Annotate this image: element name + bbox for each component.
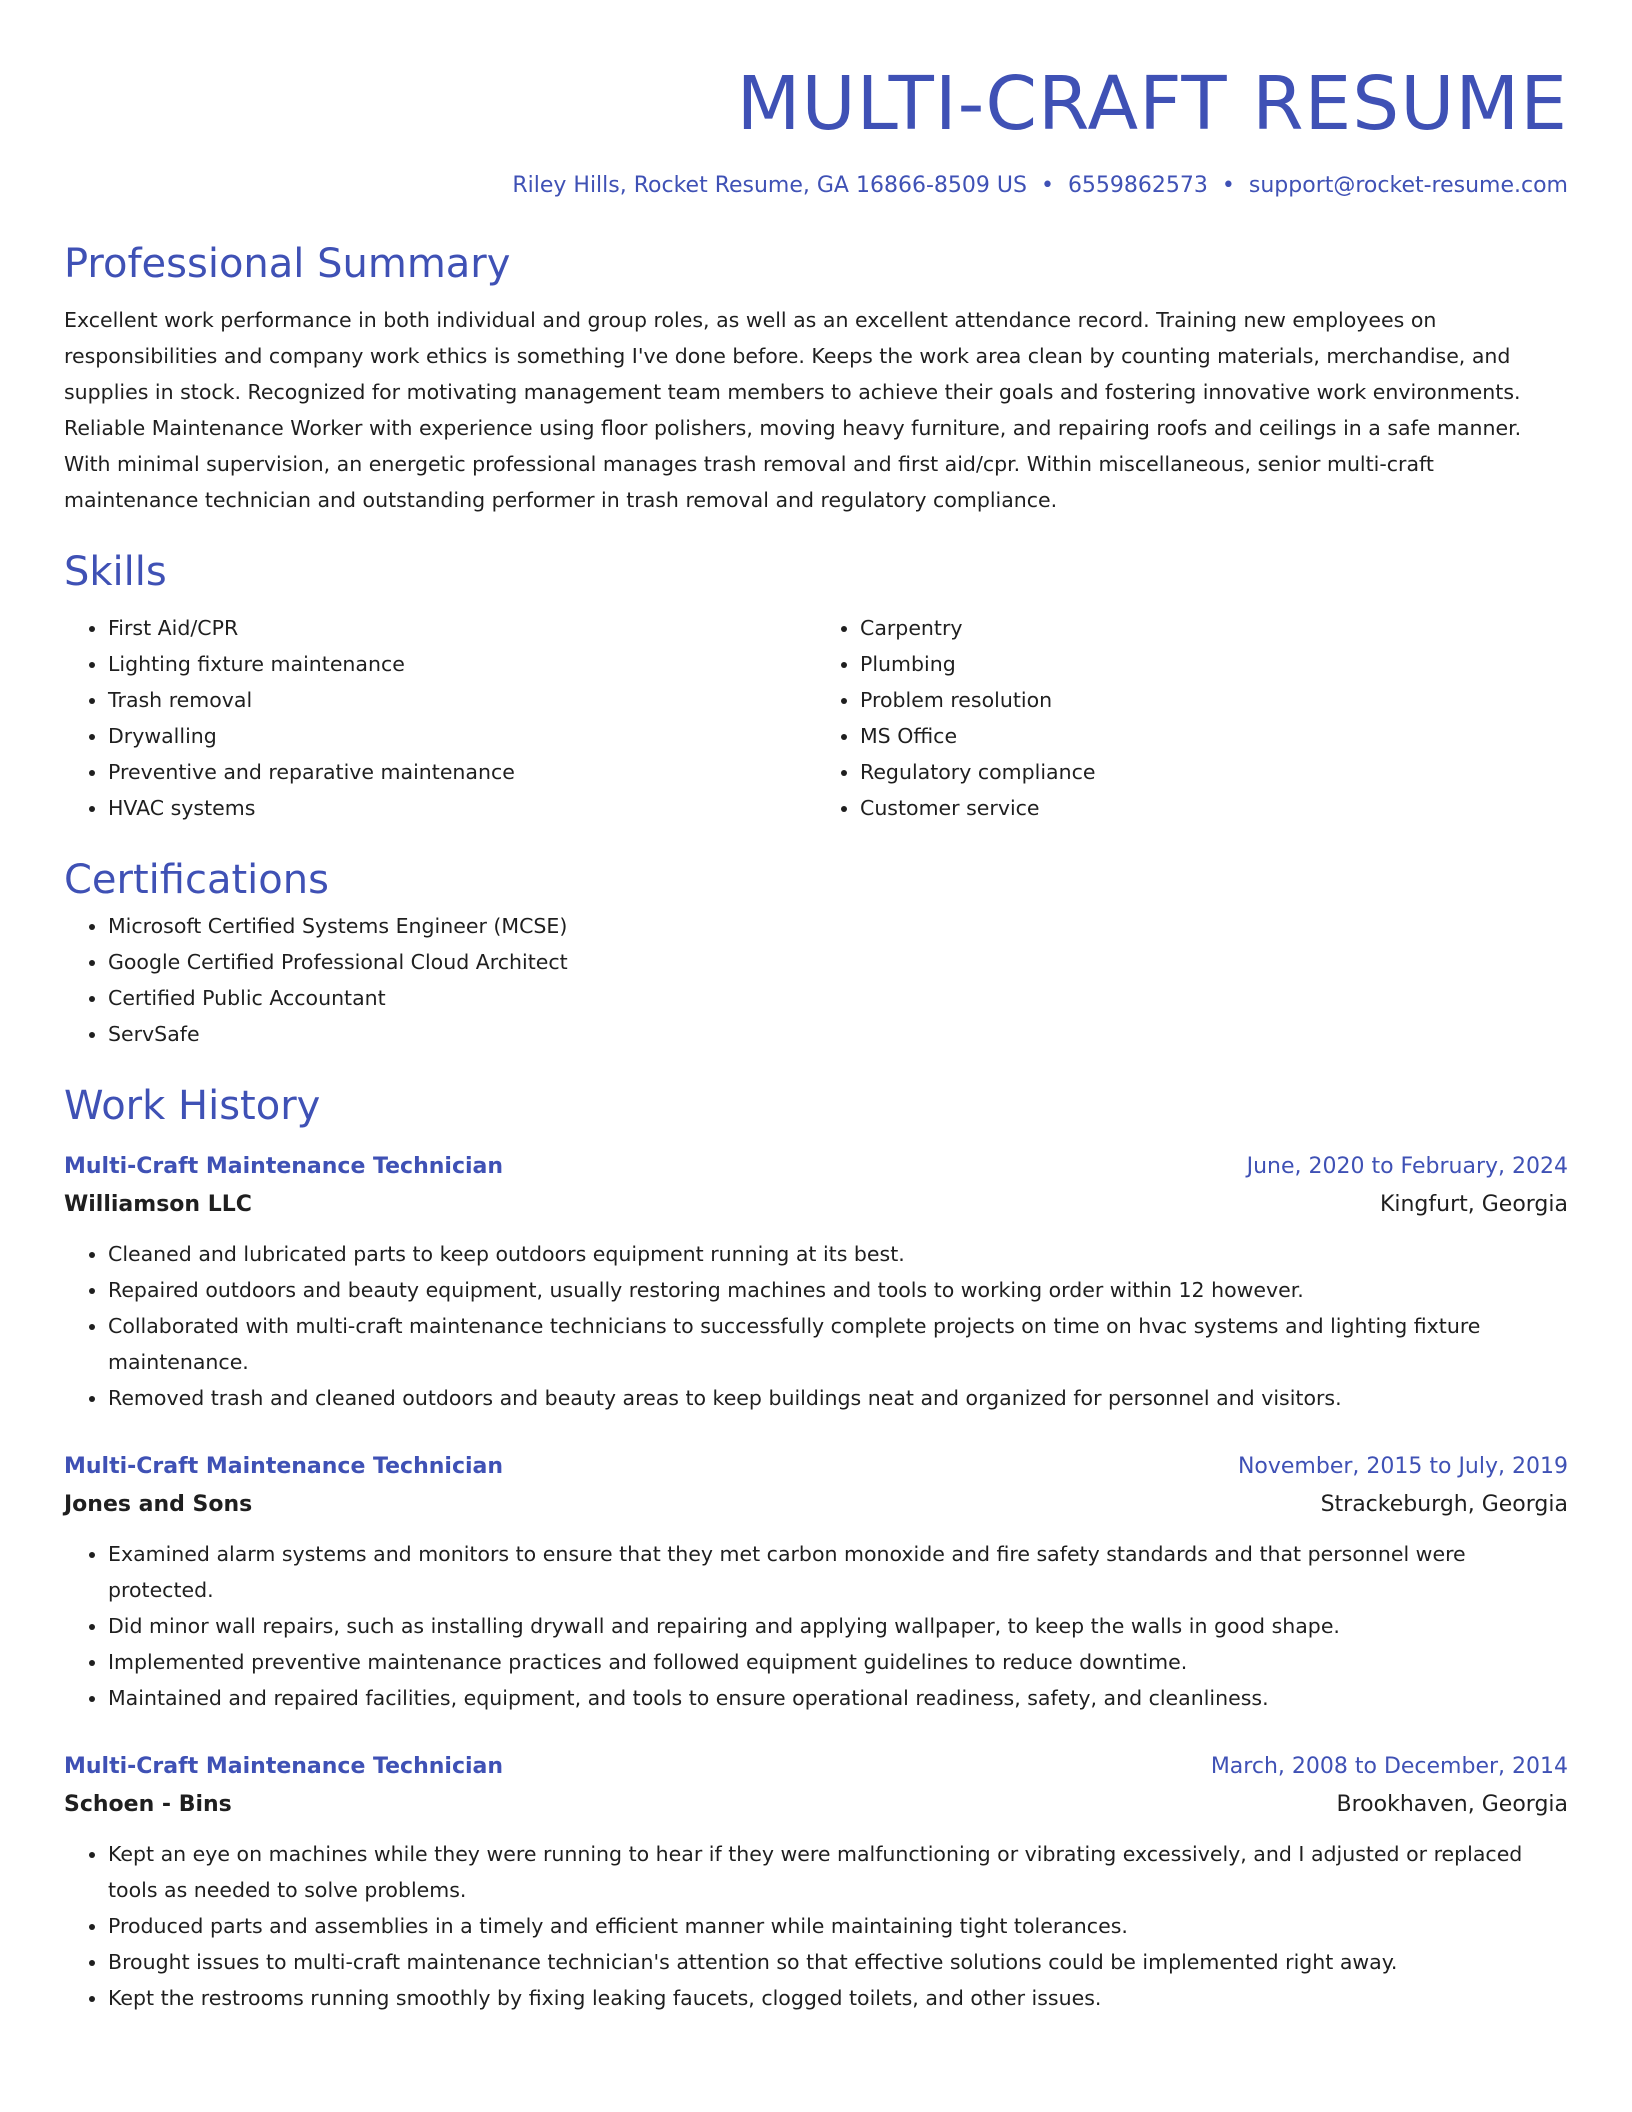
job-bullet: • Kept an eye on machines while they were running to hear if they were malfunctioning or vibrating excessively, and I adjusted or replaced tools as needed to solve problems. <box>108 1836 1568 1908</box>
skills-list-left <box>64 610 816 826</box>
skill-item: • Problem resolution <box>860 682 1568 718</box>
job-bullet: • Implemented preventive maintenance practices and followed equipment guidelines to reduce downtime. <box>108 1644 1568 1680</box>
job-company: Williamson LLC <box>64 1192 252 1217</box>
certification-item: • ServSafe <box>108 1016 1568 1052</box>
job-header-row <box>64 1148 1568 1186</box>
job-bullets <box>64 1836 1568 2016</box>
job-bullet: • Removed trash and cleaned outdoors and beauty areas to keep buildings neat and organized for personnel and visitors. <box>108 1380 1568 1416</box>
job-bullet: • Did minor wall repairs, such as installing drywall and repairing and applying wallpaper, to keep the walls in good shape. <box>108 1608 1568 1644</box>
certification-item: • Google Certified Professional Cloud Architect <box>108 944 1568 980</box>
contact-line <box>64 170 1568 202</box>
job-title: Multi-Craft Maintenance Technician <box>64 1154 504 1179</box>
skill-item: • Lighting fixture maintenance <box>108 646 816 682</box>
skill-item: • HVAC systems <box>108 790 816 826</box>
job-dates: March, 2008 to December, 2014 <box>1210 1754 1568 1779</box>
job-dates: November, 2015 to July, 2019 <box>1237 1454 1568 1479</box>
certifications-list <box>64 908 1568 1052</box>
skill-item: • Trash removal <box>108 682 816 718</box>
job-title: Multi-Craft Maintenance Technician <box>64 1454 504 1479</box>
job-bullet: • Kept the restrooms running smoothly by fixing leaking faucets, clogged toilets, and other issues. <box>108 1980 1568 2016</box>
skill-item: • Carpentry <box>860 610 1568 646</box>
job-company: Schoen - Bins <box>64 1792 232 1817</box>
job-entry <box>64 1148 1568 1416</box>
job-bullet: • Produced parts and assemblies in a timely and efficient manner while maintaining tight tolerances. <box>108 1908 1568 1944</box>
summary-text: Excellent work performance in both individual and group roles, as well as an excellent attendance record. Training new employees on responsibilities and company work ethics is something I've done before. Keeps the work area clean by counting materials, merchandise, and supplies in stock. Recognized for motivating management team members to achieve their goals and fostering innovative work environments. Reliable Maintenance Worker with experience using floor polishers, moving heavy furniture, and repairing roofs and ceilings in a safe manner. With minimal supervision, an energetic professional manages trash removal and first aid/cpr. Within miscellaneous, senior multi-craft maintenance technician and outstanding performer in trash removal and regulatory compliance. <box>64 308 1522 512</box>
skill-item: • Plumbing <box>860 646 1568 682</box>
job-bullets <box>64 1536 1568 1716</box>
work-history-heading: Work History <box>64 1083 321 1129</box>
certifications-heading: Certifications <box>64 857 329 903</box>
certification-item: • Microsoft Certified Systems Engineer (MCSE) <box>108 908 1568 944</box>
job-bullet: • Repaired outdoors and beauty equipment, usually restoring machines and tools to working order within 12 however. <box>108 1272 1568 1308</box>
skill-item: • Preventive and reparative maintenance <box>108 754 816 790</box>
job-company-row <box>64 1186 1568 1224</box>
job-entry <box>64 1448 1568 1716</box>
job-bullet: • Maintained and repaired facilities, equipment, and tools to ensure operational readiness, safety, and cleanliness. <box>108 1680 1568 1716</box>
resume-title: MULTI-CRAFT RESUME <box>736 61 1568 147</box>
skill-item: • MS Office <box>860 718 1568 754</box>
job-bullet: • Examined alarm systems and monitors to ensure that they met carbon monoxide and fire safety standards and that personnel were protected. <box>108 1536 1568 1608</box>
contact-email[interactable]: support@rocket-resume.com <box>1248 173 1568 198</box>
summary-heading: Professional Summary <box>64 241 511 287</box>
job-title: Multi-Craft Maintenance Technician <box>64 1754 504 1779</box>
skill-item: • Drywalling <box>108 718 816 754</box>
job-bullets <box>64 1236 1568 1416</box>
job-company-row <box>64 1786 1568 1824</box>
job-header-row <box>64 1448 1568 1486</box>
skills-heading: Skills <box>64 549 167 595</box>
contact-address: Riley Hills, Rocket Resume, GA 16866-8509 US <box>512 173 1027 198</box>
skill-item: • First Aid/CPR <box>108 610 816 646</box>
job-dates: June, 2020 to February, 2024 <box>1246 1154 1568 1179</box>
skills-list-right <box>816 610 1568 826</box>
job-company: Jones and Sons <box>64 1492 253 1517</box>
job-company-row <box>64 1486 1568 1524</box>
job-location: Kingfurt, Georgia <box>1379 1192 1568 1217</box>
job-bullet: • Cleaned and lubricated parts to keep outdoors equipment running at its best. <box>108 1236 1568 1272</box>
job-location: Brookhaven, Georgia <box>1336 1792 1568 1817</box>
contact-separator: • <box>1040 173 1054 198</box>
contact-separator: • <box>1221 173 1235 198</box>
job-location: Strackeburgh, Georgia <box>1320 1492 1568 1517</box>
certification-item: • Certified Public Accountant <box>108 980 1568 1016</box>
contact-phone: 6559862573 <box>1067 173 1208 198</box>
job-header-row <box>64 1748 1568 1786</box>
job-bullet: • Brought issues to multi-craft maintenance technician's attention so that effective solutions could be implemented right away. <box>108 1944 1568 1980</box>
job-bullet: • Collaborated with multi-craft maintenance technicians to successfully complete projects on time on hvac systems and lighting fixture maintenance. <box>108 1308 1568 1380</box>
skill-item: • Customer service <box>860 790 1568 826</box>
job-entry <box>64 1748 1568 2016</box>
skill-item: • Regulatory compliance <box>860 754 1568 790</box>
skills-grid <box>64 610 1568 826</box>
